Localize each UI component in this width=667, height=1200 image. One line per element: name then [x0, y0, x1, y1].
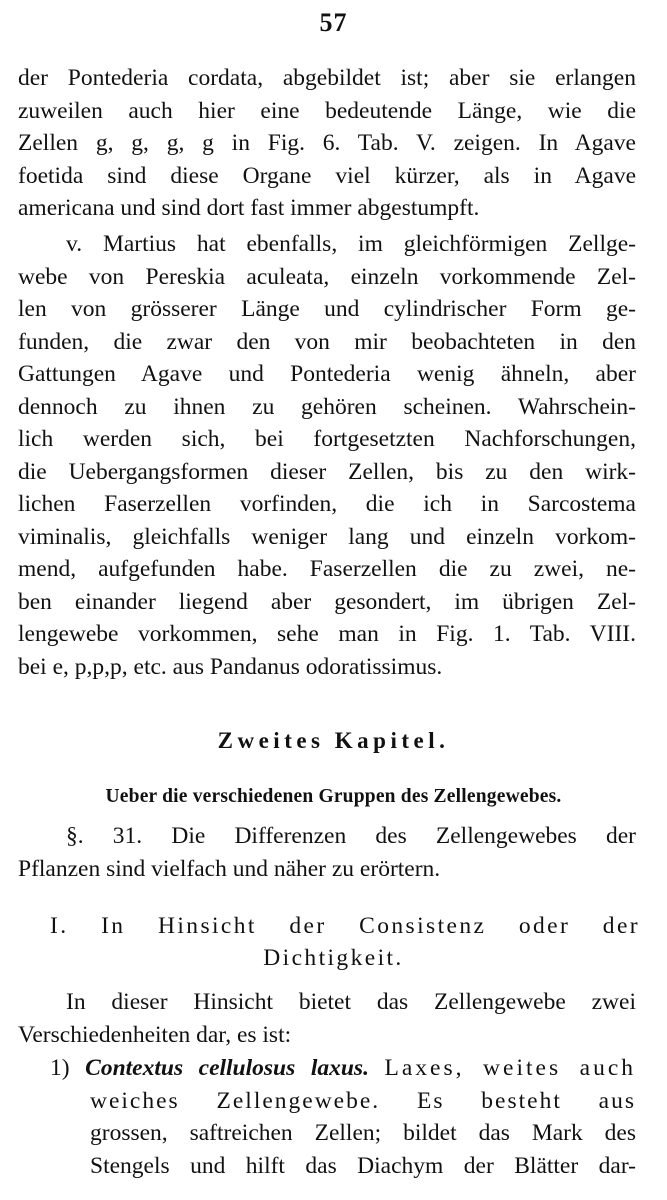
paragraph-martius: [18, 228, 636, 683]
text-line: lich werden sich, bei fortgesetzten Nachforschungen,: [18, 426, 636, 452]
text-line: americana und sind dort fast immer abgestumpft.: [18, 195, 480, 221]
text-line: webe von Pereskia aculeata, einzeln vorkommende Zel-: [18, 263, 636, 290]
list-item: [18, 1052, 636, 1182]
paragraph-intro: [18, 986, 636, 1051]
chapter-heading: Zweites Kapitel.: [217, 728, 450, 753]
text-line: v. Martius hat ebenfalls, im gleichförmigen Zellge-: [66, 231, 636, 257]
text-line: Zellen g, g, g, g in Fig. 6. Tab. V. zeigen. In Agave: [18, 130, 636, 156]
text-line: Verschiedenheiten dar, es ist:: [18, 1021, 292, 1048]
paragraph-continuation: [18, 62, 636, 225]
page-number: 57: [319, 8, 348, 37]
text-line: Pflanzen sind vielfach und näher zu erörtern.: [18, 855, 441, 882]
text-line: Stengels und hilft das Diachym der Blätter dar-: [90, 1152, 636, 1179]
item-number: 1): [50, 1055, 70, 1081]
text-line: mend, aufgefunden habe. Faserzellen die zu zwei, ne-: [18, 556, 636, 582]
text-line: dennoch zu ihnen zu gehören scheinen. Wahrschein-: [18, 393, 636, 420]
text-line: In dieser Hinsicht bietet das Zellengewebe zwei: [66, 989, 636, 1015]
text-line: die Uebergangsformen dieser Zellen, bis zu den wirk-: [18, 458, 636, 485]
text-line: foetida sind diese Organe viel kürzer, als in Agave: [18, 162, 636, 189]
chapter-subtitle: Ueber die verschiedenen Gruppen des Zellengewebes.: [105, 786, 562, 807]
text-line: grossen, saftreichen Zellen; bildet das Mark des: [90, 1120, 636, 1146]
section-heading: I. In Hinsicht der Consistenz oder der: [50, 913, 640, 939]
text-line: lichen Faserzellen vorfinden, die ich in Sarcostema: [18, 491, 636, 517]
text-line: len von grösserer Länge und cylindrischer Form ge-: [18, 296, 636, 322]
text-line: bei e, p,p,p, etc. aus Pandanus odoratissimus.: [18, 653, 443, 680]
paragraph-section-31: [18, 820, 636, 885]
text-line: zuweilen auch hier eine bedeutende Länge, wie die: [18, 97, 636, 124]
text-line: funden, die zwar den von mir beobachteten in den: [18, 328, 636, 355]
text-line: lengewebe vorkommen, sehe man in Fig. 1. Tab. VIII.: [18, 621, 636, 647]
text-line: Gattungen Agave und Pontederia wenig ähneln, aber: [18, 361, 636, 387]
section-heading-continued: Dichtigkeit.: [263, 945, 404, 971]
item-description-start: Laxes, weites auch: [384, 1055, 637, 1081]
text-line: viminalis, gleichfalls weniger lang und einzeln vorkom-: [18, 523, 636, 550]
text-line: weiches Zellengewebe. Es besteht aus: [90, 1087, 636, 1114]
text-line: der Pontederia cordata, abgebildet ist; aber sie erlangen: [18, 65, 636, 91]
latin-term: Contextus cellulosus laxus.: [85, 1055, 369, 1081]
item-first-line: [18, 1052, 636, 1085]
text-line: §. 31. Die Differenzen des Zellengewebes der: [66, 823, 636, 849]
text-line: ben einander liegend aber gesondert, im übrigen Zel-: [18, 588, 636, 615]
